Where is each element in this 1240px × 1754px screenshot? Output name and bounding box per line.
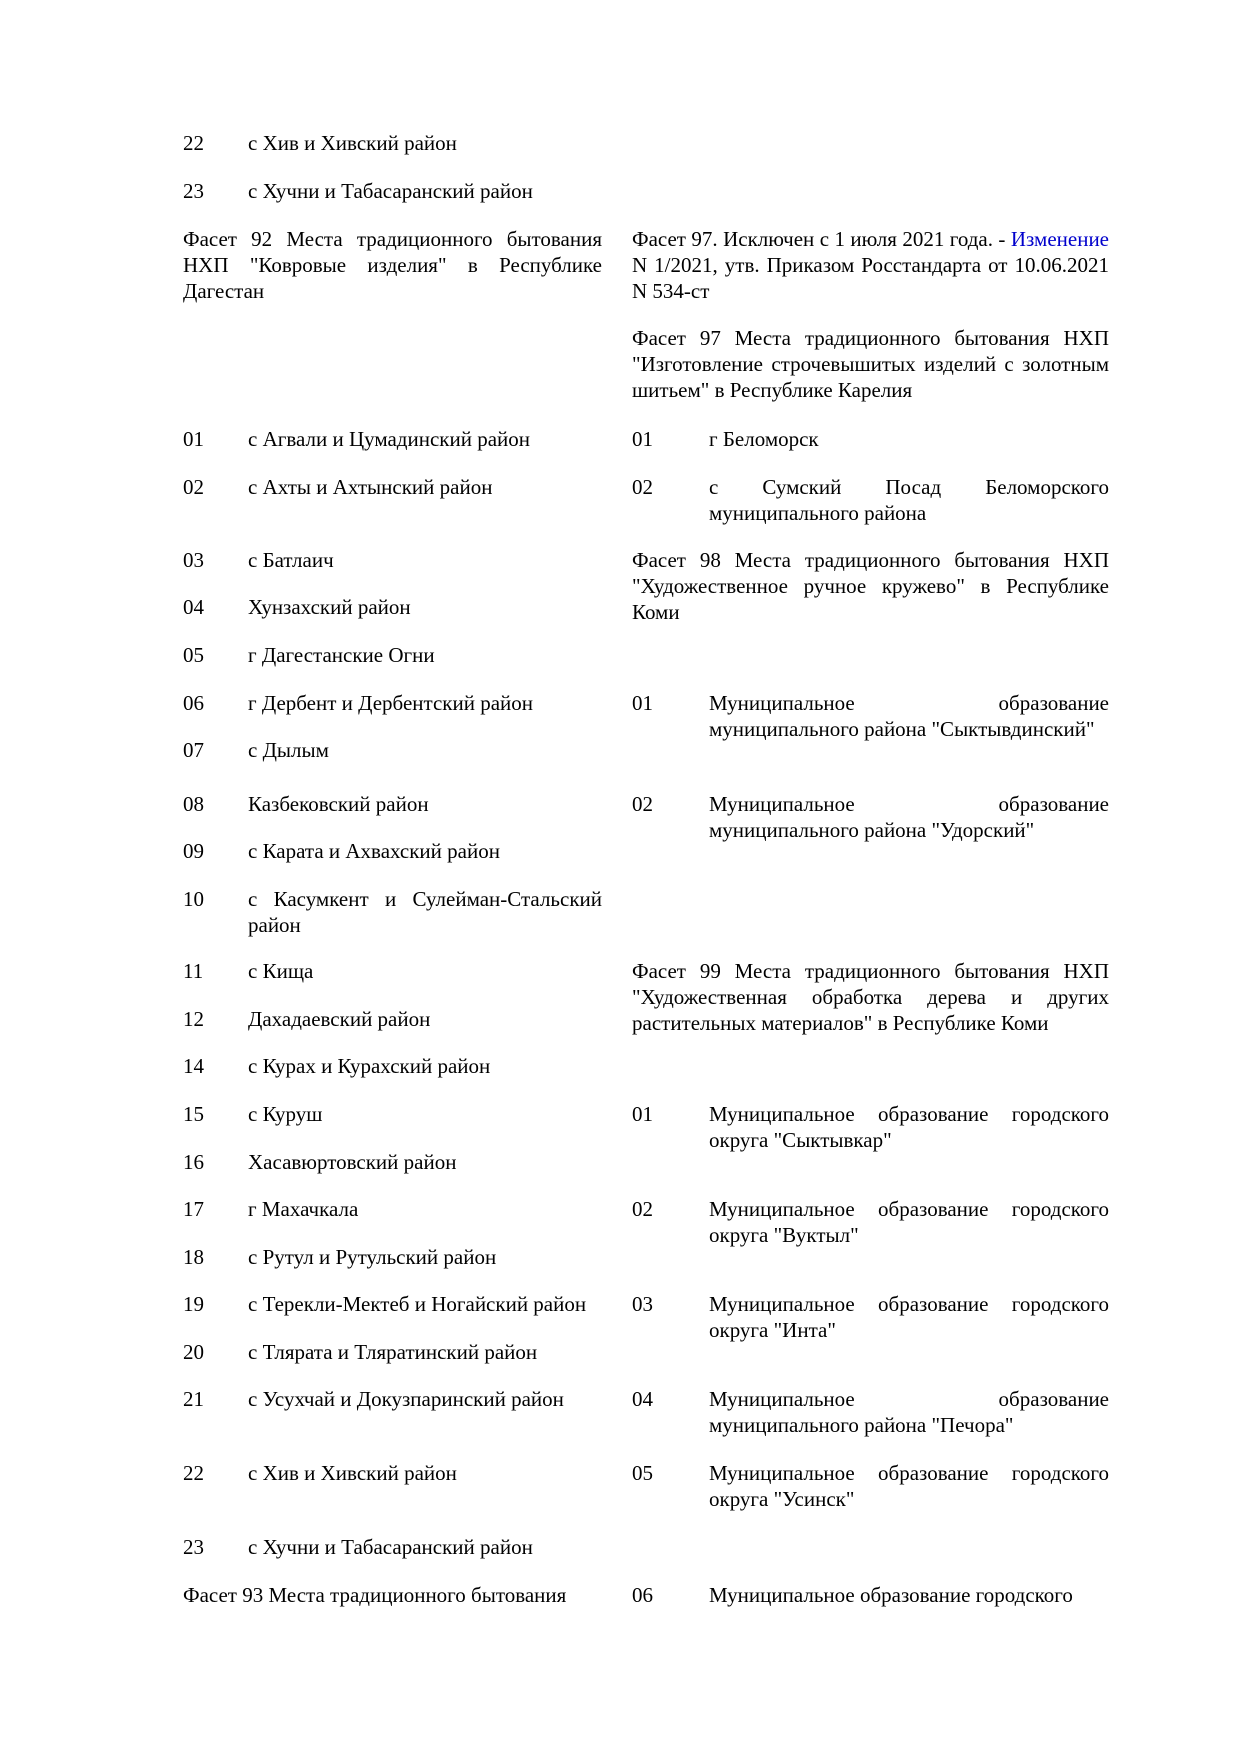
item-name: Муниципальное образование городского округа "Сыктывкар"	[709, 1102, 1109, 1152]
item-name: г Дербент и Дербентский район	[248, 691, 533, 715]
item-name: Хунзахский район	[248, 595, 411, 619]
item-code: 04	[183, 595, 204, 619]
item-code: 16	[183, 1150, 204, 1174]
item-code: 12	[183, 1007, 204, 1031]
item-code: 02	[632, 792, 653, 816]
item-code: 17	[183, 1197, 204, 1221]
item-name: с Усухчай и Докузпаринский район	[248, 1387, 564, 1411]
item-name: с Кища	[248, 959, 314, 983]
item-code: 07	[183, 738, 204, 762]
item-code: 23	[183, 179, 204, 203]
note-text: Фасет 97. Исключен с 1 июля 2021 года. -	[632, 227, 1006, 251]
item-code: 22	[183, 1461, 204, 1485]
facet-99-heading: Фасет 99 Места традиционного бытования НХП "Художественная обработка дерева и других растительных материалов" в Республике Коми	[632, 959, 1109, 1035]
item-code: 01	[632, 427, 653, 451]
item-code: 19	[183, 1292, 204, 1316]
item-name: с Агвали и Цумадинский район	[248, 427, 531, 451]
item-name: с Хучни и Табасаранский район	[248, 1535, 533, 1559]
item-name: с Сумский Посад Беломорского муниципального района	[709, 475, 1109, 525]
item-code: 14	[183, 1054, 204, 1078]
item-name: Муниципальное образование муниципального района "Удорский"	[709, 792, 1109, 842]
item-name: с Ахты и Ахтынский район	[248, 475, 493, 499]
facet-92-heading: Фасет 92 Места традиционного бытования НХП "Ковровые изделия" в Республике Дагестан	[183, 227, 602, 303]
item-name: г Дагестанские Огни	[248, 643, 435, 667]
item-name: с Куруш	[248, 1102, 323, 1126]
item-name: Хасавюртовский район	[248, 1150, 457, 1174]
item-name: с Хучни и Табасаранский район	[248, 179, 533, 203]
facet-97-heading: Фасет 97 Места традиционного бытования НХП "Изготовление строчевышитых изделий с золотным шитьем" в Республике Карелия	[632, 326, 1109, 402]
item-name: Муниципальное образование городского округа "Усинск"	[709, 1461, 1109, 1511]
item-name: г Беломорск	[709, 427, 819, 451]
item-name: с Курах и Курахский район	[248, 1054, 491, 1078]
item-name: с Касумкент и Сулейман-Стальский район	[248, 887, 602, 937]
item-code: 01	[183, 427, 204, 451]
item-code: 06	[632, 1583, 653, 1607]
item-code: 01	[632, 1102, 653, 1126]
item-name: с Терекли-Мектеб и Ногайский район	[248, 1292, 587, 1316]
item-name: с Батлаич	[248, 548, 334, 572]
item-code: 06	[183, 691, 204, 715]
item-name: Муниципальное образование городского	[709, 1583, 1073, 1607]
item-code: 02	[183, 475, 204, 499]
item-name: с Хив и Хивский район	[248, 131, 457, 155]
item-code: 05	[632, 1461, 653, 1485]
item-code: 02	[632, 475, 653, 499]
item-name: Муниципальное образование городского округа "Инта"	[709, 1292, 1109, 1342]
item-code: 05	[183, 643, 204, 667]
item-code: 18	[183, 1245, 204, 1269]
note-text: N 1/2021, утв. Приказом Росстандарта от 10.06.2021 N 534-ст	[632, 253, 1109, 303]
item-code: 01	[632, 691, 653, 715]
item-code: 02	[632, 1197, 653, 1221]
facet-97-excluded-note	[632, 226, 1109, 304]
item-code: 21	[183, 1387, 204, 1411]
item-code: 20	[183, 1340, 204, 1364]
item-name: Муниципальное образование муниципального района "Печора"	[709, 1387, 1109, 1437]
item-code: 15	[183, 1102, 204, 1126]
item-name: Дахадаевский район	[248, 1007, 431, 1031]
item-code: 10	[183, 887, 204, 911]
item-code: 22	[183, 131, 204, 155]
item-code: 11	[183, 959, 204, 983]
item-name: с Карата и Ахвахский район	[248, 839, 500, 863]
item-name: Муниципальное образование муниципального района "Сыктывдинский"	[709, 691, 1109, 741]
item-name: с Рутул и Рутульский район	[248, 1245, 497, 1269]
item-name: с Тлярата и Тляратинский район	[248, 1340, 538, 1364]
item-code: 04	[632, 1387, 653, 1411]
item-name: Казбековский район	[248, 792, 429, 816]
item-code: 09	[183, 839, 204, 863]
item-code: 08	[183, 792, 204, 816]
facet-98-heading: Фасет 98 Места традиционного бытования НХП "Художественное ручное кружево" в Республике Коми	[632, 548, 1109, 624]
item-name: г Махачкала	[248, 1197, 359, 1221]
item-name: Муниципальное образование городского округа "Вуктыл"	[709, 1197, 1109, 1247]
item-code: 23	[183, 1535, 204, 1559]
item-name: с Дылым	[248, 738, 329, 762]
item-code: 03	[183, 548, 204, 572]
item-code: 03	[632, 1292, 653, 1316]
facet-93-heading: Фасет 93 Места традиционного бытования	[183, 1583, 567, 1607]
amendment-link[interactable]: Изменение	[1010, 227, 1110, 251]
item-name: с Хив и Хивский район	[248, 1461, 457, 1485]
